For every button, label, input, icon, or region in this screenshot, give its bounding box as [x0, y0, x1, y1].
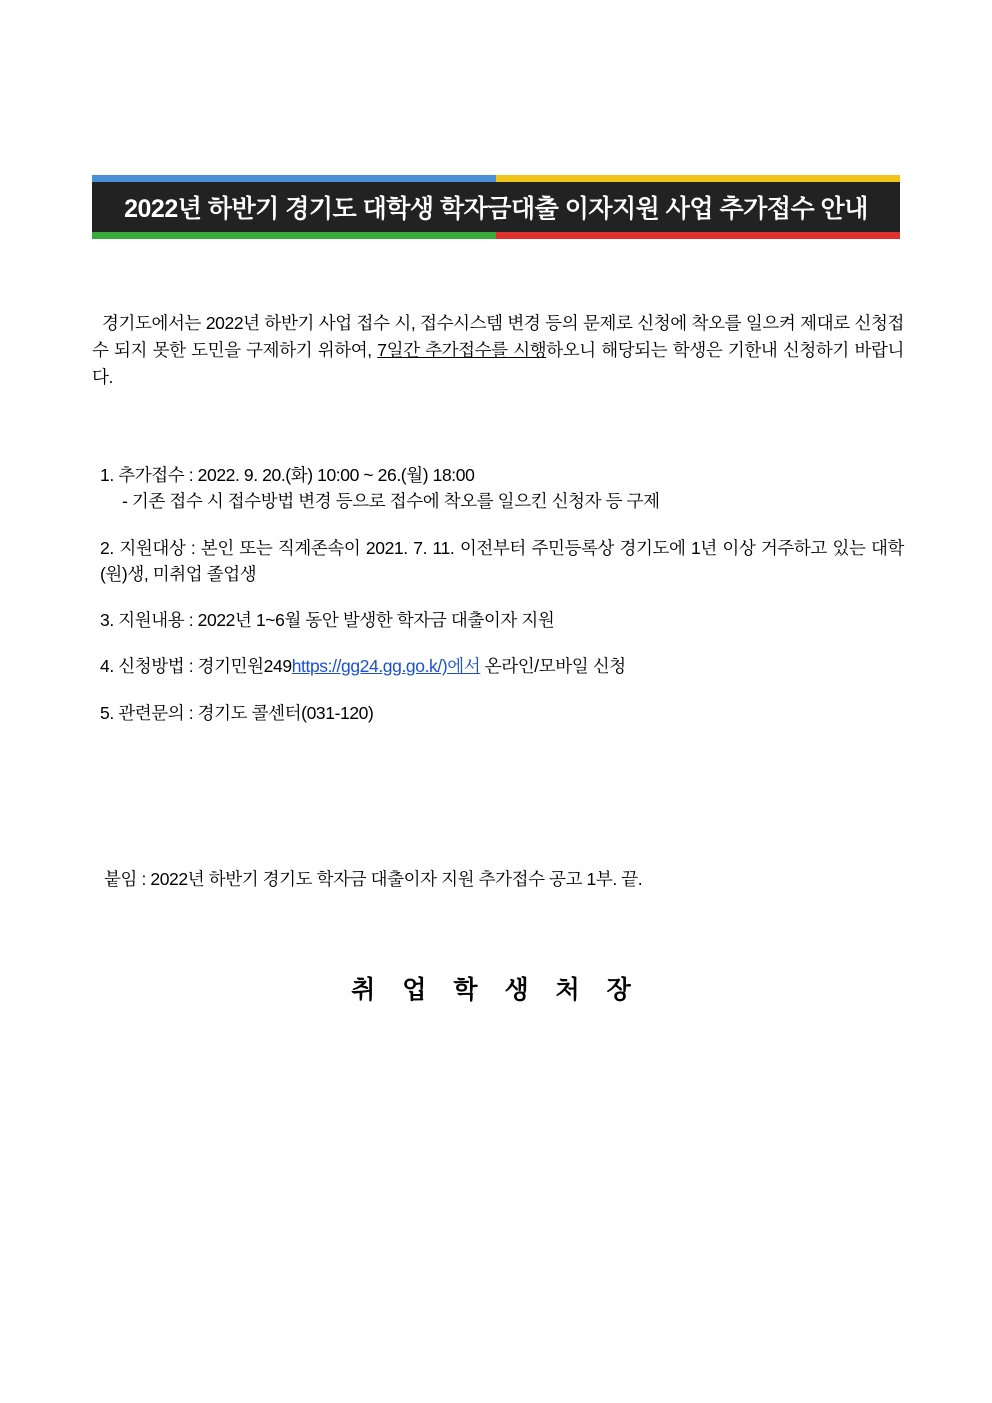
banner-stripe-green [92, 232, 496, 239]
list-item-4-suffix: 온라인/모바일 신청 [480, 656, 626, 677]
list-item-4-prefix: 4. 신청방법 : 경기민원249 [100, 656, 292, 677]
list-item-3-main: 3. 지원내용 : 2022년 1~6월 동안 발생한 학자금 대출이자 지원 [100, 610, 555, 630]
banner-stripe-blue [92, 175, 496, 182]
intro-text-part2: 하오니 해당되는 학생은 기한내 신청하기 바랍니다. [92, 340, 904, 388]
info-list [92, 462, 904, 736]
spacer [92, 525, 904, 535]
spacer [92, 597, 904, 607]
attachment-note: 붙임 : 2022년 하반기 경기도 학자금 대출이자 지원 추가접수 공고 1부. 끝. [104, 869, 643, 889]
list-item-4-main [92, 653, 904, 679]
title-banner [92, 175, 900, 239]
banner-top-stripe [92, 175, 900, 182]
banner-stripe-red [496, 232, 900, 239]
banner-bottom-stripe [92, 232, 900, 239]
list-item-1-main: 1. 추가접수 : 2022. 9. 20.(화) 10:00 ~ 26.(월) 18:00 [100, 465, 475, 485]
spacer [92, 643, 904, 653]
banner-bar [92, 182, 900, 232]
intro-paragraph [92, 310, 904, 391]
list-item [92, 607, 904, 633]
list-item [92, 462, 904, 515]
signature-line: 취 업 학 생 처 장 [351, 976, 641, 1004]
intro-text-underlined: 7일간 추가접수를 시행 [377, 340, 547, 361]
list-item [92, 535, 904, 588]
list-item-5-main: 5. 관련문의 : 경기도 콜센터(031-120) [100, 702, 374, 723]
page-title: 2022년 하반기 경기도 대학생 학자금대출 이자지원 사업 추가접수 안내 [124, 195, 868, 223]
banner-stripe-yellow [496, 175, 900, 182]
list-item [92, 700, 904, 726]
spacer [92, 690, 904, 700]
intro-text-part1: 경기도에서는 2022년 하반기 사업 접수 시, 접수시스템 변경 등의 문제로 신청에 착오를 일으켜 제대로 신청접수 되지 못한 도민을 구제하기 위하여, [92, 313, 904, 361]
list-item-1-sub: - 기존 접수 시 접수방법 변경 등으로 접수에 착오를 일으킨 신청자 등 구제 [122, 491, 660, 512]
list-item-2-main: 2. 지원대상 : 본인 또는 직계존속이 2021. 7. 11. 이전부터 주민등록상 경기도에 1년 이상 거주하고 있는 대학(원)생, 미취업 졸업생 [100, 537, 904, 584]
list-item [92, 653, 904, 679]
application-link[interactable]: https://gg24.gg.go.k/)에서 [291, 656, 481, 677]
